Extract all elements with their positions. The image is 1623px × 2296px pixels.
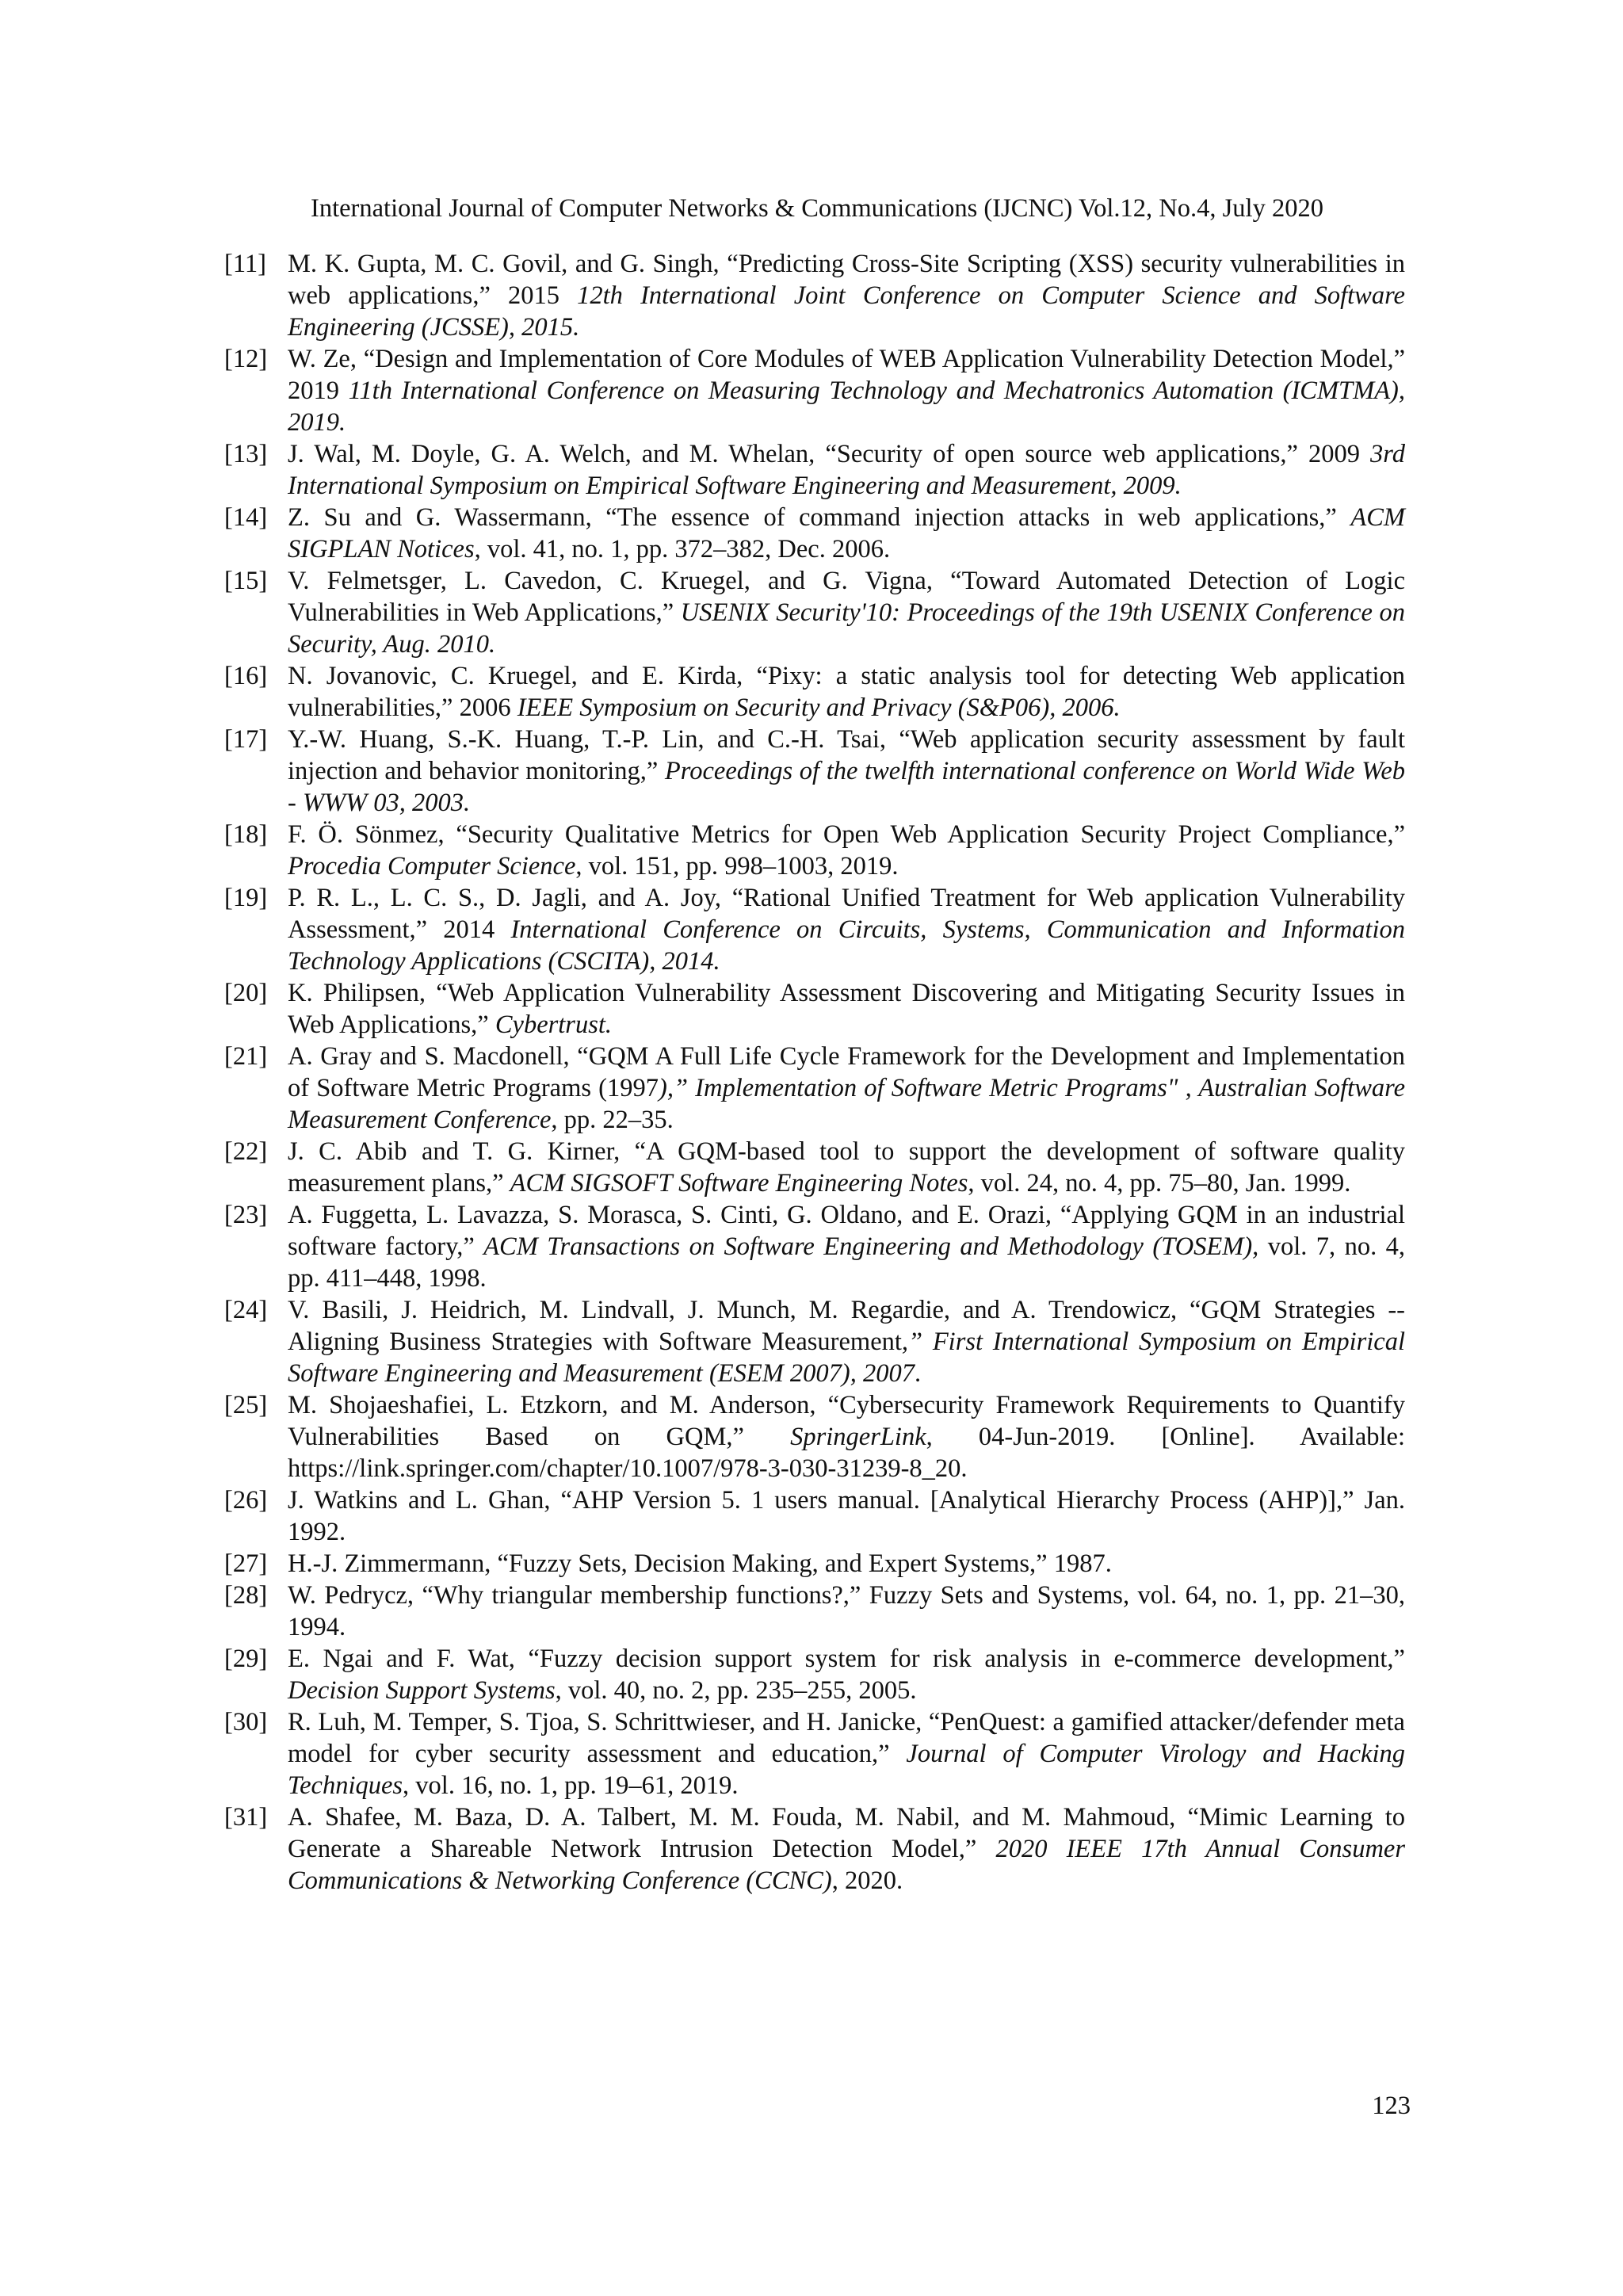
- reference-venue-italic: 2020 IEEE 17th Annual Consumer Communications & Networking Conference (CCNC): [288, 1835, 1405, 1895]
- reference-number: [24]: [224, 1296, 268, 1324]
- reference-number: [11]: [224, 250, 266, 278]
- reference-item: [224, 1548, 1405, 1580]
- reference-venue-italic: IEEE Symposium on Security and Privacy (S&P06), 2006.: [517, 693, 1121, 722]
- reference-number: [12]: [224, 345, 268, 373]
- reference-venue-italic: Procedia Computer Science: [288, 852, 576, 881]
- reference-venue-italic: Journal of Computer Virology and Hacking Techniques: [288, 1740, 1405, 1800]
- reference-number: [29]: [224, 1645, 268, 1673]
- page-number: 123: [1372, 2092, 1411, 2120]
- reference-text: J. Watkins and L. Ghan, “AHP Version 5. 1 users manual. [Analytical Hierarchy Process (AHP)],” Jan. 1992.: [288, 1486, 1405, 1546]
- reference-number: [30]: [224, 1708, 268, 1736]
- reference-text: H.-J. Zimmermann, “Fuzzy Sets, Decision Making, and Expert Systems,” 1987.: [288, 1549, 1112, 1578]
- reference-venue-italic: 11th International Conference on Measuring Technology and Mechatronics Automation (ICMTMA), 2019.: [288, 376, 1405, 437]
- reference-item: [224, 819, 1405, 882]
- reference-venue-italic: USENIX Security'10: Proceedings of the 19th USENIX Conference on Security, Aug. 2010.: [288, 598, 1405, 659]
- reference-item: [224, 882, 1405, 977]
- reference-item: [224, 660, 1405, 724]
- reference-text: W. Pedrycz, “Why triangular membership functions?,” Fuzzy Sets and Systems, vol. 64, no. 1, pp. 21–30, 1994.: [288, 1581, 1405, 1641]
- reference-text: .: [915, 1359, 922, 1388]
- reference-venue-italic: ACM Transactions on Software Engineering and Methodology (TOSEM),: [483, 1232, 1259, 1261]
- reference-text: vol. 7, no. 4, pp. 411–448, 1998.: [288, 1232, 1406, 1293]
- reference-item: [224, 248, 1405, 343]
- reference-text: W. Ze, “Design and Implementation of Core Modules of WEB Application Vulnerability Detection Model,” 2019: [288, 345, 1405, 405]
- reference-item: [224, 1801, 1405, 1897]
- reference-item: [224, 1580, 1405, 1643]
- reference-text: A. Fuggetta, L. Lavazza, S. Morasca, S. Cinti, G. Oldano, and E. Orazi, “Applying GQM in an industrial software factory,”: [288, 1201, 1405, 1261]
- reference-item: [224, 1199, 1405, 1294]
- reference-item: [224, 1041, 1405, 1136]
- reference-text: Y.-W. Huang, S.-K. Huang, T.-P. Lin, and C.-H. Tsai, “Web application security assessment by fault injection and behavior monitoring,”: [288, 725, 1405, 785]
- reference-text: , vol. 40, no. 2, pp. 235–255, 2005.: [555, 1676, 917, 1705]
- reference-venue-italic: Cybertrust.: [495, 1010, 612, 1039]
- reference-number: [17]: [224, 725, 268, 754]
- reference-list: [224, 248, 1405, 1897]
- reference-venue-italic: Proceedings of the twelfth international conference on World Wide Web - WWW 03, 2003.: [288, 757, 1405, 817]
- reference-item: [224, 1294, 1405, 1389]
- reference-item: [224, 977, 1405, 1041]
- reference-number: [22]: [224, 1137, 268, 1166]
- reference-venue-italic: ),” Implementation of Software Metric Programs" , Australian Software Measurement Conference: [288, 1074, 1405, 1134]
- reference-item: [224, 1136, 1405, 1199]
- reference-text: N. Jovanovic, C. Kruegel, and E. Kirda, “Pixy: a static analysis tool for detecting Web application vulnerabilities,” 2006: [288, 662, 1405, 722]
- reference-text: F. Ö. Sönmez, “Security Qualitative Metrics for Open Web Application Security Project Compliance,”: [288, 820, 1405, 849]
- reference-number: [18]: [224, 820, 268, 849]
- reference-text: M. K. Gupta, M. C. Govil, and G. Singh, “Predicting Cross-Site Scripting (XSS) security vulnerabilities in web applications,” 2015: [288, 250, 1405, 310]
- reference-text: J. Wal, M. Doyle, G. A. Welch, and M. Whelan, “Security of open source web applications,” 2009: [288, 440, 1371, 468]
- running-header: International Journal of Computer Networks & Communications (IJCNC) Vol.12, No.4, July 2020: [311, 194, 1323, 223]
- reference-text: , vol. 41, no. 1, pp. 372–382, Dec. 2006.: [474, 535, 891, 563]
- reference-item: [224, 565, 1405, 660]
- reference-text: A. Shafee, M. Baza, D. A. Talbert, M. M. Fouda, M. Nabil, and M. Mahmoud, “Mimic Learning to Generate a Shareable Network Intrusion Detection Model,”: [288, 1803, 1405, 1863]
- reference-number: [21]: [224, 1042, 268, 1071]
- reference-venue-italic: ,” First International Symposium on Empirical Software Engineering and Measurement (ESEM 2007), 2007: [288, 1328, 1405, 1388]
- reference-number: [27]: [224, 1549, 268, 1578]
- reference-text: M. Shojaeshafiei, L. Etzkorn, and M. Anderson, “Cybersecurity Framework Requirements to Quantify Vulnerabilities Based on GQM,”: [288, 1391, 1405, 1451]
- reference-text: K. Philipsen, “Web Application Vulnerability Assessment Discovering and Mitigating Security Issues in Web Applications,”: [288, 979, 1405, 1039]
- reference-number: [28]: [224, 1581, 268, 1610]
- reference-item: [224, 1389, 1405, 1484]
- reference-text: V. Basili, J. Heidrich, M. Lindvall, J. Munch, M. Regardie, and A. Trendowicz, “GQM Strategies -- Aligning Business Strategies with Software Measurement: [288, 1296, 1405, 1356]
- reference-number: [26]: [224, 1486, 268, 1515]
- reference-venue-italic: 12th International Joint Conference on Computer Science and Software Engineering (JCSSE), 2015.: [288, 281, 1405, 342]
- reference-item: [224, 343, 1405, 438]
- reference-venue-italic: ACM SIGSOFT Software Engineering Notes: [510, 1169, 968, 1198]
- reference-text: R. Luh, M. Temper, S. Tjoa, S. Schrittwieser, and H. Janicke, “PenQuest: a gamified attacker/defender meta model for cyber security assessment and education,”: [288, 1708, 1405, 1768]
- reference-number: [25]: [224, 1391, 268, 1419]
- reference-text: , 2020.: [831, 1866, 903, 1895]
- reference-number: [16]: [224, 662, 268, 690]
- reference-item: [224, 1643, 1405, 1706]
- reference-venue-italic: 3rd International Symposium on Empirical Software Engineering and Measurement, 2009.: [288, 440, 1405, 500]
- reference-number: [23]: [224, 1201, 268, 1229]
- reference-text: , pp. 22–35.: [551, 1106, 674, 1134]
- reference-number: [20]: [224, 979, 268, 1007]
- reference-text: E. Ngai and F. Wat, “Fuzzy decision support system for risk analysis in e-commerce development,”: [288, 1645, 1405, 1673]
- reference-number: [13]: [224, 440, 268, 468]
- reference-item: [224, 502, 1405, 565]
- reference-text: , 04-Jun-2019. [Online]. Available: https://link.springer.com/chapter/10.1007/978-3-030-31239-8_20.: [288, 1423, 1405, 1483]
- reference-venue-italic: SpringerLink: [790, 1423, 926, 1451]
- reference-number: [15]: [224, 567, 268, 595]
- reference-venue-italic: ACM SIGPLAN Notices: [288, 503, 1405, 563]
- reference-item: [224, 724, 1405, 819]
- reference-text: , vol. 16, no. 1, pp. 19–61, 2019.: [403, 1771, 739, 1800]
- reference-number: [31]: [224, 1803, 268, 1832]
- reference-item: [224, 1706, 1405, 1801]
- reference-text: V. Felmetsger, L. Cavedon, C. Kruegel, and G. Vigna, “Toward Automated Detection of Logic Vulnerabilities in Web Applications,”: [288, 567, 1405, 627]
- reference-text: , vol. 24, no. 4, pp. 75–80, Jan. 1999.: [968, 1169, 1351, 1198]
- reference-text: A. Gray and S. Macdonell, “GQM A Full Life Cycle Framework for the Development and Implementation of Software Metric Programs (1997: [288, 1042, 1405, 1102]
- reference-number: [19]: [224, 884, 268, 912]
- reference-text: , vol. 151, pp. 998–1003, 2019.: [575, 852, 899, 881]
- reference-text: J. C. Abib and T. G. Kirner, “A GQM-based tool to support the development of software quality measurement plans,”: [288, 1137, 1405, 1198]
- reference-venue-italic: International Conference on Circuits, Systems, Communication and Information Technology Applications (CSCITA), 2014.: [288, 915, 1405, 976]
- reference-text: Z. Su and G. Wassermann, “The essence of command injection attacks in web applications,”: [288, 503, 1351, 532]
- reference-number: [14]: [224, 503, 268, 532]
- reference-venue-italic: Decision Support Systems: [288, 1676, 556, 1705]
- reference-item: [224, 438, 1405, 502]
- reference-text: P. R. L., L. C. S., D. Jagli, and A. Joy, “Rational Unified Treatment for Web application Vulnerability Assessment,” 2014: [288, 884, 1405, 944]
- reference-item: [224, 1484, 1405, 1548]
